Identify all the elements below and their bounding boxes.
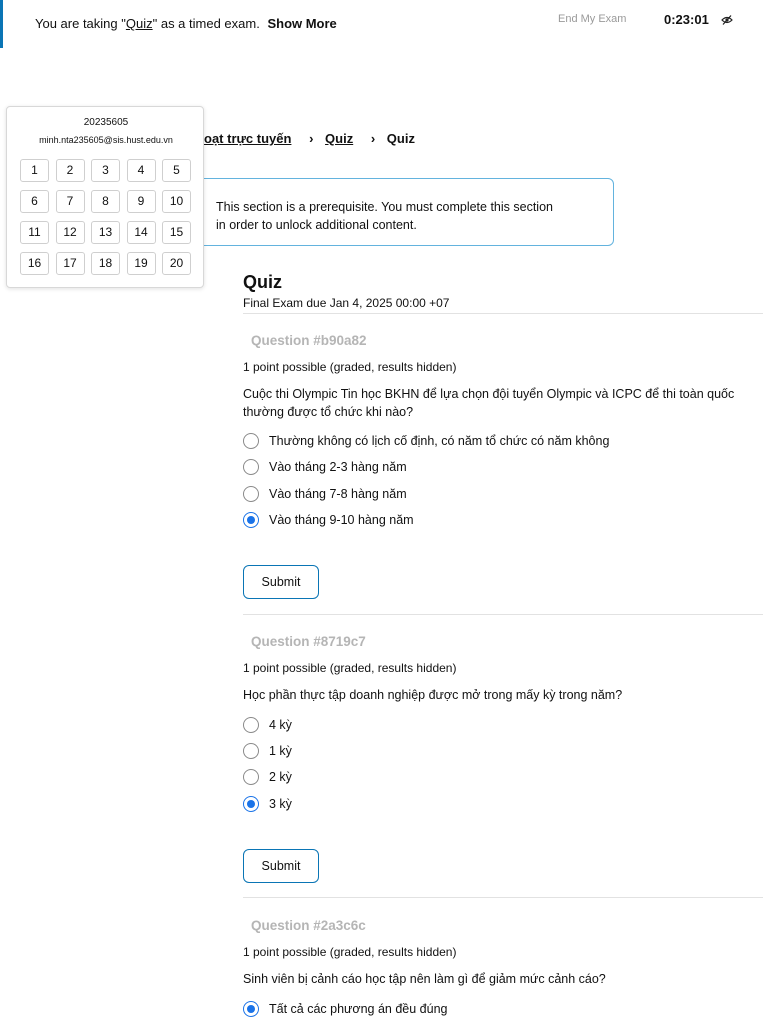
question-id: Question #2a3c6c [251, 918, 366, 933]
due-date: Final Exam due Jan 4, 2025 00:00 +07 [243, 296, 450, 310]
question-jump-button[interactable]: 9 [127, 190, 156, 213]
question-jump-button[interactable]: 19 [127, 252, 156, 275]
timed-exam-prefix: You are taking " [35, 16, 126, 31]
question-jump-button[interactable]: 15 [162, 221, 191, 244]
chevron-right-icon: › [370, 131, 376, 146]
question-jump-button[interactable]: 7 [56, 190, 85, 213]
answer-option[interactable] [243, 432, 609, 450]
submit-button[interactable]: Submit [243, 565, 319, 599]
banner-accent-bar [0, 0, 3, 48]
radio-button[interactable] [243, 459, 259, 475]
breadcrumb-item-subsection[interactable]: Quiz [325, 131, 354, 146]
question-jump-button[interactable]: 4 [127, 159, 156, 182]
answer-option[interactable] [243, 458, 407, 476]
answer-option[interactable] [243, 716, 292, 734]
answer-option[interactable] [243, 742, 292, 760]
breadcrumb-item-section[interactable]: oạt trực tuyến [204, 131, 292, 146]
radio-button[interactable] [243, 743, 259, 759]
answer-option-selected[interactable] [243, 1000, 448, 1018]
divider [243, 313, 763, 314]
question-text: Sinh viên bị cảnh cáo học tập nên làm gì để giảm mức cảnh cáo? [243, 972, 606, 986]
answer-label: Thường không có lịch cố định, có năm tổ chức có năm không [269, 434, 610, 448]
question-jump-button[interactable]: 10 [162, 190, 191, 213]
answer-option-selected[interactable] [243, 795, 292, 813]
question-jump-button[interactable]: 11 [20, 221, 49, 244]
question-jump-button[interactable]: 1 [20, 159, 49, 182]
answer-label: 2 kỳ [269, 770, 292, 784]
radio-button[interactable] [243, 717, 259, 733]
exam-timer: 0:23:01 [664, 12, 709, 27]
question-jump-button[interactable]: 8 [91, 190, 120, 213]
submit-button[interactable]: Submit [243, 849, 319, 883]
student-email: minh.nta235605@sis.hust.edu.vn [39, 135, 173, 145]
question-points: 1 point possible (graded, results hidden) [243, 360, 457, 374]
question-navigator-panel [6, 106, 204, 288]
divider [243, 897, 763, 898]
question-jump-button[interactable]: 13 [91, 221, 120, 244]
radio-button[interactable] [243, 769, 259, 785]
radio-button[interactable] [243, 433, 259, 449]
answer-label: 1 kỳ [269, 744, 292, 758]
page-title: Quiz [243, 272, 282, 292]
hide-timer-icon[interactable] [721, 14, 733, 26]
question-text: Cuộc thi Olympic Tin học BKHN để lựa chọn đội tuyển Olympic và ICPC để thi toàn quốc thường được tổ chức khi nào? [243, 387, 735, 419]
question-jump-button[interactable]: 20 [162, 252, 191, 275]
question-jump-button[interactable]: 2 [56, 159, 85, 182]
breadcrumb [204, 131, 415, 146]
answer-label: 3 kỳ [269, 797, 292, 811]
answer-option-selected[interactable] [243, 511, 414, 529]
chevron-right-icon: › [309, 131, 314, 146]
answer-label: 4 kỳ [269, 718, 292, 732]
end-exam-button[interactable]: End My Exam [558, 13, 627, 25]
student-id: 20235605 [83, 117, 129, 128]
timed-exam-message [35, 16, 337, 31]
radio-button-checked[interactable] [243, 1001, 259, 1017]
question-jump-button[interactable]: 17 [56, 252, 85, 275]
question-jump-button[interactable]: 6 [20, 190, 49, 213]
question-id: Question #8719c7 [251, 634, 366, 649]
answer-label: Vào tháng 2-3 hàng năm [269, 460, 407, 474]
timed-exam-banner [0, 0, 768, 48]
breadcrumb-item-current: Quiz [386, 131, 415, 146]
question-jump-button[interactable]: 12 [56, 221, 85, 244]
question-jump-button[interactable]: 18 [91, 252, 120, 275]
question-jump-button[interactable]: 5 [162, 159, 191, 182]
radio-button-checked[interactable] [243, 796, 259, 812]
answer-label: Vào tháng 9-10 hàng năm [269, 513, 414, 527]
answer-label: Vào tháng 7-8 hàng năm [269, 487, 407, 501]
answer-option[interactable] [243, 485, 407, 503]
show-more-link[interactable]: Show More [267, 16, 337, 31]
answer-option[interactable] [243, 768, 292, 786]
question-jump-button[interactable]: 16 [20, 252, 49, 275]
answer-label: Tất cả các phương án đều đúng [269, 1002, 448, 1016]
quiz-link[interactable]: Quiz [125, 16, 153, 31]
question-id: Question #b90a82 [251, 333, 367, 348]
radio-button[interactable] [243, 486, 259, 502]
divider [243, 614, 763, 615]
question-jump-button[interactable]: 3 [91, 159, 120, 182]
question-points: 1 point possible (graded, results hidden) [243, 945, 457, 959]
prerequisite-notice [192, 178, 614, 246]
question-text: Học phần thực tập doanh nghiệp được mở trong mấy kỳ trong năm? [243, 688, 623, 702]
question-points: 1 point possible (graded, results hidden) [243, 661, 457, 675]
timed-exam-suffix: " as a timed exam. [152, 16, 260, 31]
question-jump-button[interactable]: 14 [127, 221, 156, 244]
radio-button-checked[interactable] [243, 512, 259, 528]
prerequisite-text: This section is a prerequisite. You must complete this section in order to unlock additional content. [216, 200, 553, 232]
